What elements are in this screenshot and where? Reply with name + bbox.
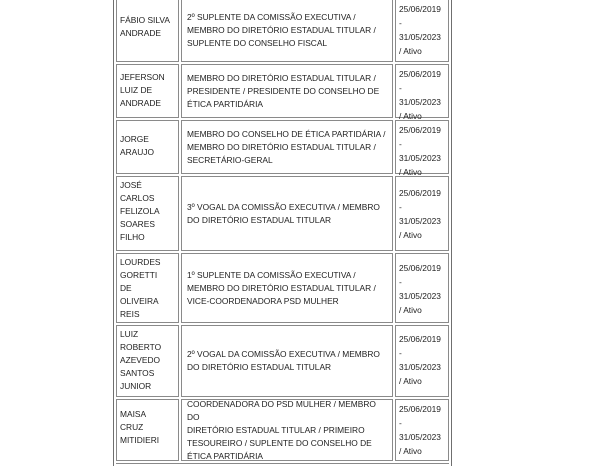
member-term: 25/06/2019 - 31/05/2023 / Ativo (399, 188, 441, 240)
member-role: COORDENADORA DO PSD MULHER / MEMBRO DO DIRETÓRIO ESTADUAL TITULAR / PRIMEIRO TESOUREIRO / SUPLENTE DO CONSELHO DE ÉTICA PARTIDÁRIA (187, 398, 376, 461)
member-name-cell (116, 0, 179, 62)
member-term-cell (395, 325, 449, 397)
member-term-cell (395, 253, 449, 323)
member-name: LUIZ ROBERTO AZEVEDO SANTOS JUNIOR (120, 329, 162, 391)
member-term: 25/06/2019 - 31/05/2023 / Ativo (399, 69, 441, 121)
members-table (113, 0, 452, 466)
member-role-cell (181, 0, 393, 62)
table-row (116, 0, 449, 62)
member-role: 1º SUPLENTE DA COMISSÃO EXECUTIVA / MEMBRO DO DIRETÓRIO ESTADUAL TITULAR / VICE-COORDENADORA PSD MULHER (187, 269, 376, 306)
member-role: MEMBRO DO DIRETÓRIO ESTADUAL TITULAR / PRESIDENTE / PRESIDENTE DO CONSELHO DE ÉTICA PARTIDÁRIA (187, 72, 380, 109)
member-term-cell (395, 64, 449, 121)
member-term: 25/06/2019 - 31/05/2023 / Ativo (399, 125, 441, 177)
member-role-cell (181, 120, 393, 174)
table-row (116, 325, 449, 397)
members-table-body (116, 0, 449, 464)
member-name: JOSÉ CARLOS FELIZOLA SOARES FILHO (120, 180, 160, 242)
member-name: MAISA CRUZ MITIDIERI (120, 409, 160, 445)
member-role-cell (181, 176, 393, 251)
member-name: FÁBIO SILVA ANDRADE (120, 15, 170, 38)
member-role: 3º VOGAL DA COMISSÃO EXECUTIVA / MEMBRO DO DIRETÓRIO ESTADUAL TITULAR (187, 201, 380, 225)
member-name: JEFERSON LUIZ DE ANDRADE (120, 72, 165, 108)
member-role-cell (181, 325, 393, 397)
member-name: LOURDES GORETTI DE OLIVEIRA REIS (120, 257, 161, 319)
member-role: 2º VOGAL DA COMISSÃO EXECUTIVA / MEMBRO DO DIRETÓRIO ESTADUAL TITULAR (187, 349, 380, 372)
member-term: 25/06/2019 - 31/05/2023 / Ativo (399, 263, 441, 315)
member-name-cell (116, 64, 179, 118)
member-term-cell (395, 120, 449, 177)
member-term-cell (395, 399, 449, 461)
member-term: 25/06/2019 - 31/05/2023 / Ativo (399, 4, 441, 56)
table-row (116, 253, 449, 323)
table-row (116, 399, 449, 461)
member-name-cell (116, 120, 179, 174)
member-role: MEMBRO DO CONSELHO DE ÉTICA PARTIDÁRIA / MEMBRO DO DIRETÓRIO ESTADUAL TITULAR / SECRETÁRIO-GERAL (187, 128, 386, 165)
member-name-cell (116, 325, 179, 397)
member-term-cell (395, 176, 449, 251)
member-role-cell (181, 253, 393, 323)
row-divider (116, 463, 449, 464)
member-term: 25/06/2019 - 31/05/2023 / Ativo (399, 334, 441, 386)
member-term: 25/06/2019 - 31/05/2023 / Ativo (399, 404, 441, 456)
member-name-cell (116, 176, 179, 251)
member-term-cell (395, 0, 449, 62)
member-name: JORGE ARAUJO (120, 134, 154, 157)
member-name-cell (116, 399, 179, 461)
table-row (116, 64, 449, 121)
table-row (116, 120, 449, 177)
member-role-cell (181, 64, 393, 118)
member-name-cell (116, 253, 179, 323)
member-role-cell (181, 399, 393, 461)
table-row (116, 176, 449, 251)
member-role: 2º SUPLENTE DA COMISSÃO EXECUTIVA / MEMBRO DO DIRETÓRIO ESTADUAL TITULAR / SUPLENTE DO CONSELHO FISCAL (187, 12, 376, 48)
